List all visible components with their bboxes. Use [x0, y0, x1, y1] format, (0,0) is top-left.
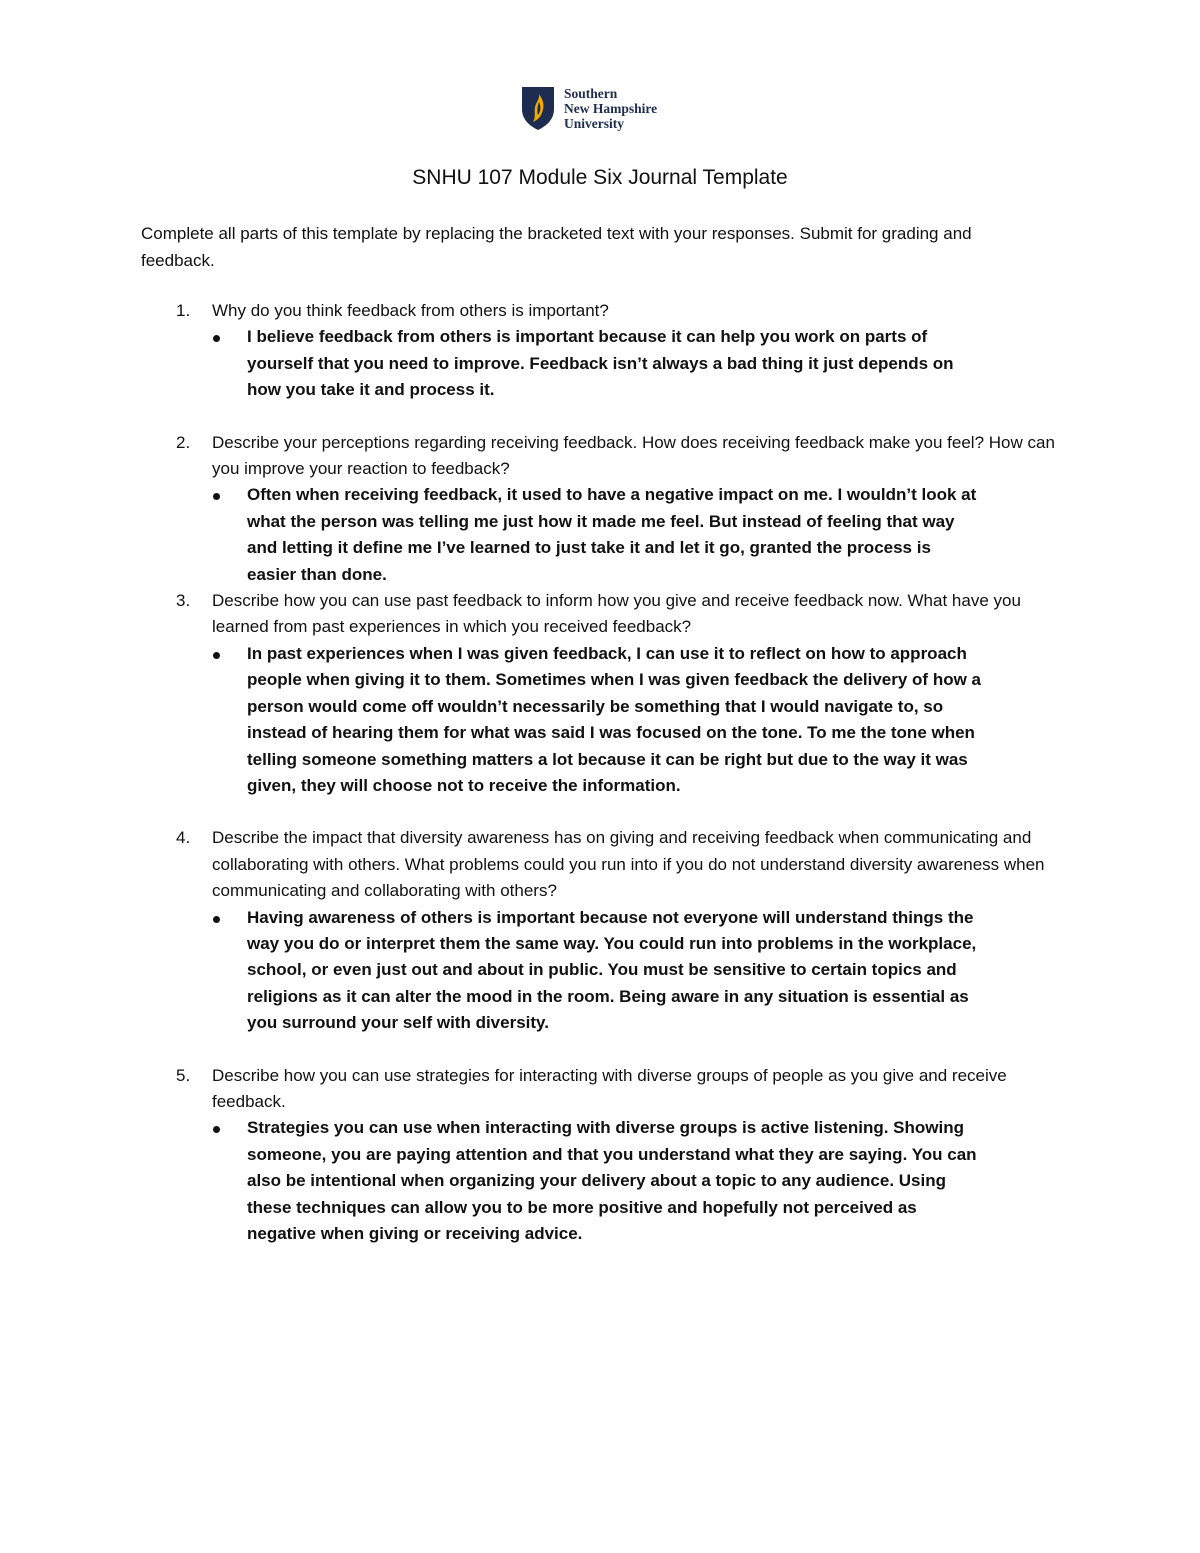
- question-text: Describe how you can use strategies for interacting with diverse groups of people as you give and receive feedback.: [212, 1065, 1007, 1111]
- bullet-icon: [213, 493, 220, 500]
- shield-flame-icon: [520, 85, 556, 131]
- answer-text: Having awareness of others is important because not everyone will understand things the way you do or interpret them the same way. You could run into problems in the workplace, school, or even just out and about in public. You must be sensitive to certain topics and religions as it can alter the mood in the room. Being aware in any situation is essential as you surround your self with diversity.: [247, 907, 977, 1033]
- answer-text: I believe feedback from others is important because it can help you work on parts of yourself that you need to improve. Feedback isn’t always a bad thing it just depends on how you take it and process it.: [247, 327, 954, 400]
- answer-3: [247, 641, 982, 799]
- question-2: [141, 430, 1071, 483]
- answer-text: Often when receiving feedback, it used to have a negative impact on me. I wouldn’t look at what the person was telling me just how it made me feel. But instead of feeling that way and letting it define me I’ve learned to just take it and let it go, granted the process is easier than done.: [247, 485, 977, 584]
- logo-line-2: New Hampshire: [564, 100, 658, 116]
- instructions-paragraph: Complete all parts of this template by replacing the bracketed text with your responses. Submit for grading and feedback.: [141, 224, 972, 270]
- question-item: [141, 298, 1071, 430]
- question-number: 2.: [176, 432, 191, 452]
- question-item: [141, 588, 1071, 825]
- question-item: [141, 1063, 1071, 1248]
- question-text: Why do you think feedback from others is important?: [212, 301, 609, 320]
- answer-4: [247, 905, 982, 1037]
- bullet-icon: [213, 916, 220, 923]
- document-title: SNHU 107 Module Six Journal Template: [412, 166, 788, 189]
- logo-line-1: Southern: [564, 85, 618, 101]
- answer-text: In past experiences when I was given feedback, I can use it to reflect on how to approach people when giving it to them. Sometimes when I was given feedback the delivery of how a person would come off wouldn’t necessarily be something that I would navigate to, so instead of hearing them for what was said I was focused on the tone. To me the tone when telling someone something matters a lot because it can be right but due to the way it was given, they will choose not to receive the information.: [247, 643, 981, 795]
- question-number: 5.: [176, 1065, 191, 1085]
- bullet-icon: [213, 1126, 220, 1133]
- answer-1: [247, 324, 982, 403]
- answer-text: Strategies you can use when interacting with diverse groups is active listening. Showing someone, you are paying attention and that you understand what they are saying. You can also be intentional when organizing your delivery about a topic to any audience. Using these techniques can allow you to be more positive and hopefully not perceived as negative when giving or receiving advice.: [247, 1118, 977, 1243]
- question-text: Describe the impact that diversity awareness has on giving and receiving feedback when communicating and collaborating with others. What problems could you run into if you do not understand diversity awareness when communicating and collaborating with others?: [212, 828, 1045, 901]
- question-item: [141, 430, 1071, 588]
- bullet-icon: [213, 335, 220, 342]
- question-1: [141, 298, 1071, 324]
- answer-5: [247, 1115, 982, 1247]
- question-3: [141, 588, 1071, 641]
- question-text: Describe your perceptions regarding receiving feedback. How does receiving feedback make you feel? How can you improve your reaction to feedback?: [212, 432, 1055, 479]
- question-number: 1.: [176, 301, 191, 320]
- question-number: 3.: [176, 591, 191, 611]
- question-number: 4.: [176, 828, 191, 848]
- question-5: [141, 1063, 1071, 1116]
- question-4: [141, 825, 1071, 904]
- logo-wordmark: [564, 86, 657, 131]
- question-list: [141, 298, 1071, 1247]
- bullet-icon: [213, 652, 220, 659]
- question-text: Describe how you can use past feedback to inform how you give and receive feedback now. What have you learned from past experiences in which you received feedback?: [212, 591, 1021, 637]
- answer-2: [247, 482, 982, 588]
- university-logo: [520, 84, 657, 132]
- question-item: [141, 825, 1071, 1062]
- logo-line-3: University: [564, 115, 624, 131]
